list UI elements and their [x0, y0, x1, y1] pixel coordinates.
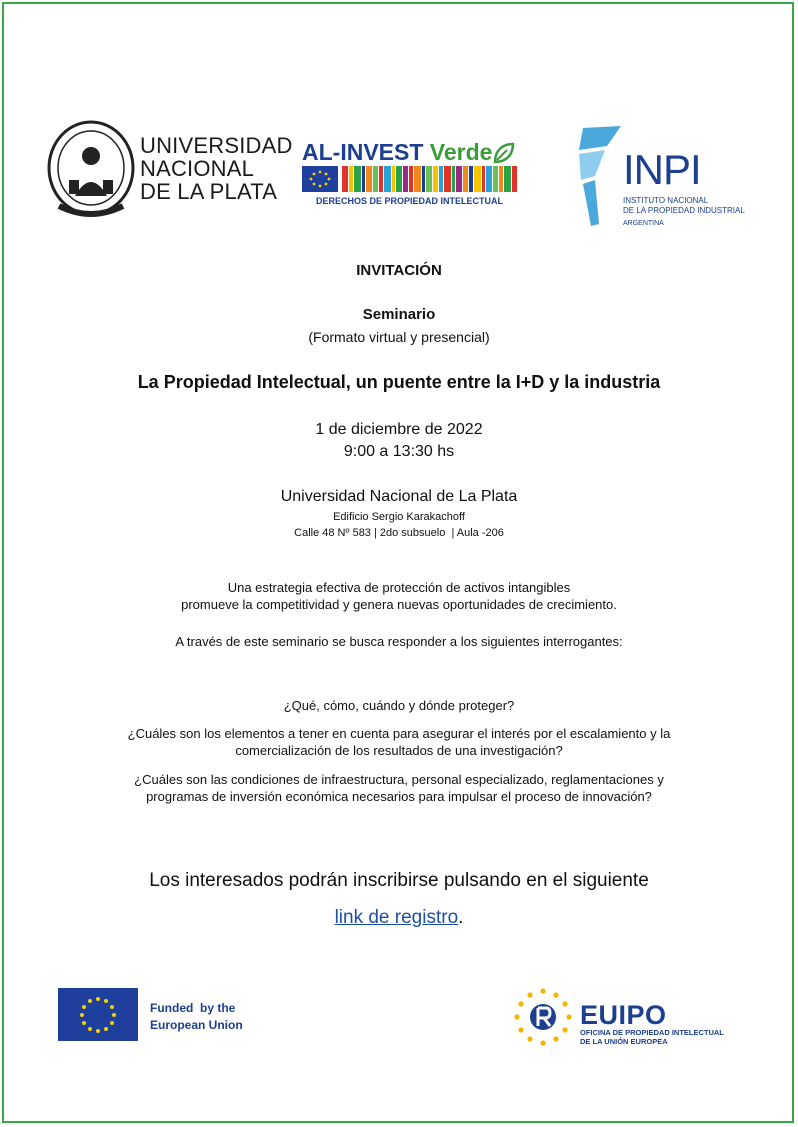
seminar-date: 1 de diciembre de 2022	[315, 421, 483, 438]
euipo-stars-icon	[512, 986, 574, 1048]
eu-line1: Funded by the	[150, 1001, 236, 1015]
question-1: ¿Qué, cómo, cuándo y dónde proteger?	[283, 698, 515, 713]
unlp-line3: DE LA PLATA	[140, 179, 278, 204]
euipo-line2: DE LA UNIÓN EUROPEA	[580, 1037, 668, 1046]
question-3-line2: programas de inversión económica necesarios para impulsar el proceso de innovación?	[146, 789, 652, 804]
seminar-address: Calle 48 Nº 583 | 2do subsuelo | Aula -206	[294, 527, 504, 539]
question-3-line1: ¿Cuáles son las condiciones de infraestructura, personal especializado, reglamentaciones y	[134, 772, 664, 787]
inpi-line1: INSTITUTO NACIONAL	[623, 196, 709, 205]
inpi-line2: DE LA PROPIEDAD INDUSTRIAL	[623, 206, 745, 215]
inpi-fullname	[623, 196, 745, 216]
unlp-line2: NACIONAL	[140, 156, 255, 181]
eu-funding-text	[150, 1000, 243, 1034]
seminar-building: Edificio Sergio Karakachoff	[333, 511, 465, 523]
seminar-type: Seminario	[362, 306, 436, 323]
paragraph-2: A través de este seminario se busca responder a los siguientes interrogantes:	[175, 634, 623, 649]
seminar-title: La Propiedad Intelectual, un puente entre la I+D y la industria	[137, 372, 661, 392]
unlp-seal-icon	[45, 118, 137, 222]
question-2-line2: comercialización de los resultados de una investigación?	[235, 743, 563, 758]
inpi-name: INPI	[623, 146, 701, 193]
question-2-line1: ¿Cuáles son los elementos a tener en cuenta para asegurar el interés por el escalamiento y la	[127, 726, 671, 741]
euipo-name: EUIPO	[580, 1000, 667, 1030]
seminar-format: (Formato virtual y presencial)	[308, 329, 490, 345]
alinvest-color-bar	[302, 166, 517, 192]
seminar-venue: Universidad Nacional de La Plata	[280, 488, 518, 505]
unlp-line1: UNIVERSIDAD	[140, 133, 293, 158]
euipo-line1: OFICINA DE PROPIEDAD INTELECTUAL	[580, 1028, 724, 1037]
alinvest-title	[302, 139, 492, 166]
eu-flag-icon	[58, 988, 138, 1041]
alinvest-subtitle: DERECHOS DE PROPIEDAD INTELECTUAL	[315, 196, 503, 206]
unlp-name	[140, 134, 293, 203]
paragraph-1-line1: Una estrategia efectiva de protección de activos intangibles	[227, 580, 571, 595]
registration-period: .	[458, 907, 464, 928]
seminar-time: 9:00 a 13:30 hs	[343, 443, 455, 460]
inpi-country: ARGENTINA	[623, 220, 664, 227]
alinvest-title-a: AL-INVEST	[302, 139, 424, 165]
alinvest-title-b: Verde	[429, 139, 493, 165]
registration-text: Los interesados podrán inscribirse pulsando en el siguiente	[149, 870, 649, 891]
euipo-fullname	[580, 1028, 724, 1046]
eu-line2: European Union	[150, 1018, 243, 1032]
inpi-flag-icon	[577, 124, 623, 228]
paragraph-1-line2: promueve la competitividad y genera nuevas oportunidades de crecimiento.	[181, 597, 617, 612]
invitation-heading: INVITACIÓN	[356, 262, 442, 279]
unlp-logo	[45, 118, 137, 222]
registration-link-line	[0, 907, 798, 929]
leaf-icon	[492, 141, 516, 165]
registration-link[interactable]: link de registro	[334, 907, 459, 928]
